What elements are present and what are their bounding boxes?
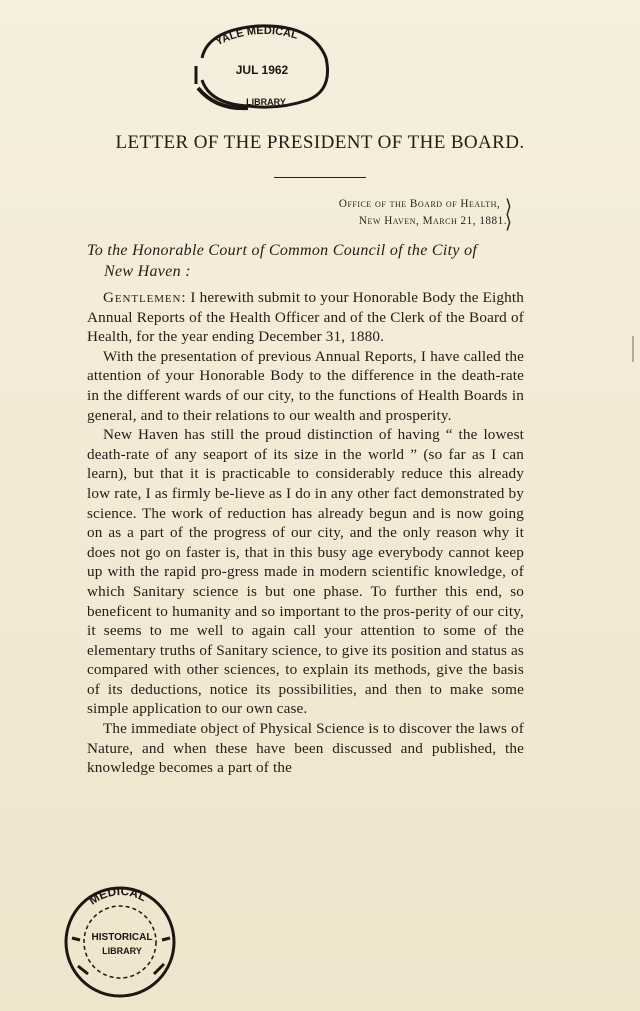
office-line-2: New Haven, March 21, 1881. xyxy=(358,215,507,227)
historical-stamp-icon xyxy=(58,878,182,1002)
office-dateline xyxy=(339,196,507,230)
brace-mark: ⟩ ⟩ xyxy=(505,196,513,232)
stamp-arc-text: YALE MEDICAL xyxy=(213,24,300,49)
title-rule xyxy=(274,177,366,178)
historical-stamp-line-2: LIBRARY xyxy=(102,946,142,956)
stamp-date: JUL 1962 xyxy=(235,63,289,77)
address-block xyxy=(87,240,537,282)
stamp-bottom-text: LIBRARY xyxy=(246,97,286,107)
historical-stamp-arc: MEDICAL xyxy=(86,883,149,908)
address-line-1: To the Honorable Court of Common Council of the City of xyxy=(87,242,478,259)
paragraph-3: New Haven has still the proud distinction of having “ the lowest death-rate of any seaport of its size in the world ” (so far as I can learn), but that it is practicable to considerably reduce this already low rate, I as firmly be-lieve as I do in any other fact demonstrated by science. The work of reduction has already begun and is now going on as a part of the progress of our city, and the only reason why it does not go on faster is, that in this busy age everybody cannot keep up with the rapid pro-gress made in modern scientific knowledge, of which Sanitary science is but one phase. To further this end, so beneficent to humanity and so important to the pros-perity of our city, it seems to me well to again call your attention to some of the elementary truths of Sanitary science, to give its position and status as compared with other sciences, to explain its methods, give the basis of its deductions, notice its possibilities, and then to make some simple application to our own case. xyxy=(87,426,524,718)
library-stamp-icon xyxy=(188,18,338,114)
document-title: LETTER OF THE PRESIDENT OF THE BOARD. xyxy=(115,132,525,153)
svg-text:MEDICAL xyxy=(86,884,149,908)
historical-stamp-line-1: HISTORICAL xyxy=(91,932,153,943)
margin-mark xyxy=(632,336,634,362)
letter-body xyxy=(87,288,524,778)
paragraph-4: The immediate object of Physical Science is to discover the laws of Nature, and when these have been discussed and published, the knowledge becomes a part of the xyxy=(87,720,524,777)
paragraph-1-text: I herewith submit to your Honorable Body the Eighth Annual Reports of the Health Officer and of the Clerk of the Board of Health, for the year ending December 31, 1880. xyxy=(87,289,524,346)
svg-text:YALE MEDICAL xyxy=(214,25,300,48)
office-line-1: Office of the Board of Health, xyxy=(338,198,501,210)
address-line-2: New Haven : xyxy=(104,263,191,280)
library-stamp-top xyxy=(188,18,338,114)
paragraph-2: With the presentation of previous Annual Reports, I have called the attention of your Honorable Body to the difference in the death-rate in the different wards of our city, to the functions of Health Boards in general, and to their relations to our wealth and prosperity. xyxy=(87,347,524,424)
salutation: Gentlemen: xyxy=(103,289,187,306)
historical-library-stamp xyxy=(58,878,182,1002)
paragraph-1 xyxy=(87,288,524,347)
